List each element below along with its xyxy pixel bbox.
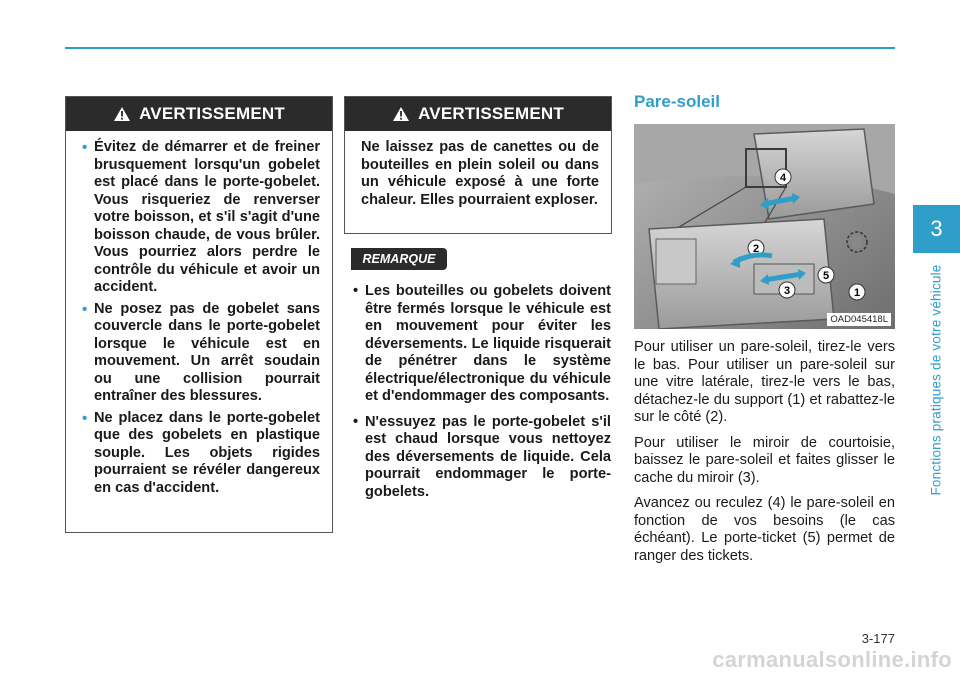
callout-2: 2 — [752, 243, 760, 255]
paragraph: Pour utiliser le miroir de courtoisie, baissez le pare-soleil et faites glisser le cache du miroir (3). — [634, 434, 895, 486]
remark-item: • Les bouteilles ou gobelets doivent être fermés lorsque le véhicule est en mouvement pour éviter les déversements. Le liquide risquerait de pénétrer dans le système électrique/électronique du véhicule et d'endommager des composants. — [351, 283, 611, 406]
warning-box-middle — [344, 96, 612, 234]
remark-badge: REMARQUE — [351, 248, 447, 270]
figure-code: OAD045418L — [827, 313, 891, 326]
chapter-label: Fonctions pratiques de votre véhicule — [928, 264, 944, 496]
warning-item: • Ne placez dans le porte-gobelet que des gobelets en plastique souple. Les objets rigides pourraient se révéler dangereux en cas d'accident. — [82, 410, 320, 498]
sun-visor-figure — [634, 124, 895, 329]
warning-box-left — [65, 96, 333, 533]
chapter-tab: 3 — [913, 205, 960, 253]
remark-list — [351, 283, 611, 509]
callout-5: 5 — [822, 270, 830, 282]
section-title: Pare-soleil — [634, 92, 720, 111]
warning-triangle-icon — [113, 106, 131, 122]
paragraph: Avancez ou reculez (4) le pare-soleil en fonction de vos besoins (le cas échéant). Le porte-ticket (5) permet de ranger des tickets. — [634, 495, 895, 564]
section-body — [634, 339, 895, 573]
warning-item: • Évitez de démarrer et de freiner brusquement lorsqu'un gobelet est placé dans le porte-gobelet. Vous risqueriez de renverser votre boisson, et s'il s'agit d'une boisson chaude, de vous brûler. Vous pourriez alors perdre le contrôle du véhicule et avoir un accident. — [82, 139, 320, 297]
remark-item: • N'essuyez pas le porte-gobelet s'il est chaud lorsque vous nettoyez des déversements de liquide. Cela pourrait endommager le porte-gobelets. — [351, 414, 611, 502]
warning-triangle-icon — [392, 106, 410, 122]
warning-text: Ne laissez pas de canettes ou de bouteilles en plein soleil ou dans un véhicule exposé à une forte chaleur. Elles pourraient exploser. — [361, 139, 599, 208]
warning-title: AVERTISSEMENT — [418, 104, 564, 123]
warning-header — [345, 97, 611, 131]
warning-item: • Ne posez pas de gobelet sans couvercle dans le porte-gobelet lorsque le véhicule est en mouvement. Un arrêt soudain ou une collision pourrait entraîner des blessures. — [82, 301, 320, 406]
warning-header — [66, 97, 332, 131]
paragraph: Pour utiliser un pare-soleil, tirez-le vers le bas. Pour utiliser un pare-soleil sur une vitre latérale, tirez-le vers le bas, détachez-le du support (1) et rabattez-le sur le côté (2). — [634, 339, 895, 425]
page-number: 3-177 — [861, 631, 895, 646]
top-rule — [65, 47, 895, 49]
callout-1: 1 — [853, 287, 861, 299]
callout-4: 4 — [779, 172, 787, 184]
sun-visor-illustration — [634, 124, 895, 329]
warning-title: AVERTISSEMENT — [139, 104, 285, 123]
callout-3: 3 — [783, 285, 791, 297]
watermark: carmanualsonline.info — [712, 647, 952, 672]
